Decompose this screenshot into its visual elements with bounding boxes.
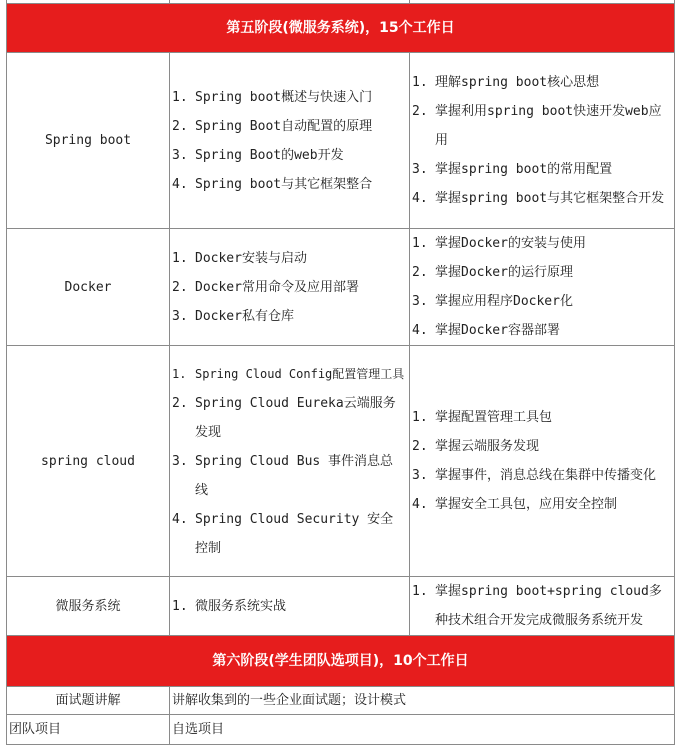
module-row-spring-cloud [7,346,675,577]
list-item: 3. 掌握应用程序Docker化 [412,294,573,309]
row-name: 面试题讲解 [7,687,170,715]
list-item: 3. 掌握事件，消息总线在集群中传播变化 [412,468,657,483]
list-item: 2. Spring Boot自动配置的原理 [172,118,373,134]
row-content: 讲解收集到的一些企业面试题；设计模式 [170,687,675,715]
list-item: 3. 掌握spring boot的常用配置 [412,162,613,177]
module-goals [410,53,675,229]
module-name: 微服务系统 [7,577,170,636]
module-row-microservice-system [7,577,675,636]
row-content: 自选项目 [170,715,675,745]
list-item: 4. 掌握Docker容器部署 [412,323,560,338]
stage6-title: 第六阶段(学生团队选项目)，10个工作日 [7,636,675,687]
module-goals [410,346,675,577]
list-item: 1. 掌握Docker的安装与使用 [412,236,586,251]
list-item: 4. Spring boot与其它框架整合 [172,176,373,192]
stage6-row-team-project [7,715,675,745]
module-content [170,577,410,636]
module-goals [410,577,675,636]
module-content [170,346,410,577]
list-item: 4. 掌握spring boot与其它框架整合开发 [412,191,665,206]
list-item: 1. Spring boot概述与快速入门 [172,89,373,105]
list-item: 4. Spring Cloud Security 安全控制 [172,511,394,556]
list-item: 3. Spring Boot的web开发 [172,147,344,163]
module-row-spring-boot [7,53,675,229]
curriculum-table [6,0,675,745]
list-item: 1. 理解spring boot核心思想 [412,75,600,90]
row-name: 团队项目 [7,715,170,745]
list-item: 1. 掌握spring boot+spring cloud多种技术组合开发完成微服务系统开发 [412,584,662,628]
list-item: 2. 掌握利用spring boot快速开发web应用 [412,104,662,148]
module-row-docker [7,229,675,346]
module-name: spring cloud [7,346,170,577]
list-item: 1. 微服务系统实战 [172,598,287,614]
list-item: 2. Docker常用命令及应用部署 [172,279,359,295]
list-item: 2. 掌握Docker的运行原理 [412,265,573,280]
stage5-title: 第五阶段(微服务系统)，15个工作日 [7,4,675,53]
stage6-row-interview [7,687,675,715]
module-content [170,229,410,346]
list-item: 4. 掌握安全工具包，应用安全控制 [412,497,618,512]
module-name: Spring boot [7,53,170,229]
list-item: 2. 掌握云端服务发现 [412,439,540,454]
module-goals [410,229,675,346]
stage6-header-row [7,636,675,687]
list-item: 3. Spring Cloud Bus 事件消息总线 [172,453,394,498]
module-content [170,53,410,229]
list-item: 1. Spring Cloud Config配置管理工具 [172,366,405,381]
module-name: Docker [7,229,170,346]
stage5-header-row [7,4,675,53]
list-item: 1. Docker安装与启动 [172,250,307,266]
list-item: 2. Spring Cloud Eureka云端服务发现 [172,395,396,440]
list-item: 3. Docker私有仓库 [172,308,294,324]
list-item: 1. 掌握配置管理工具包 [412,410,553,425]
